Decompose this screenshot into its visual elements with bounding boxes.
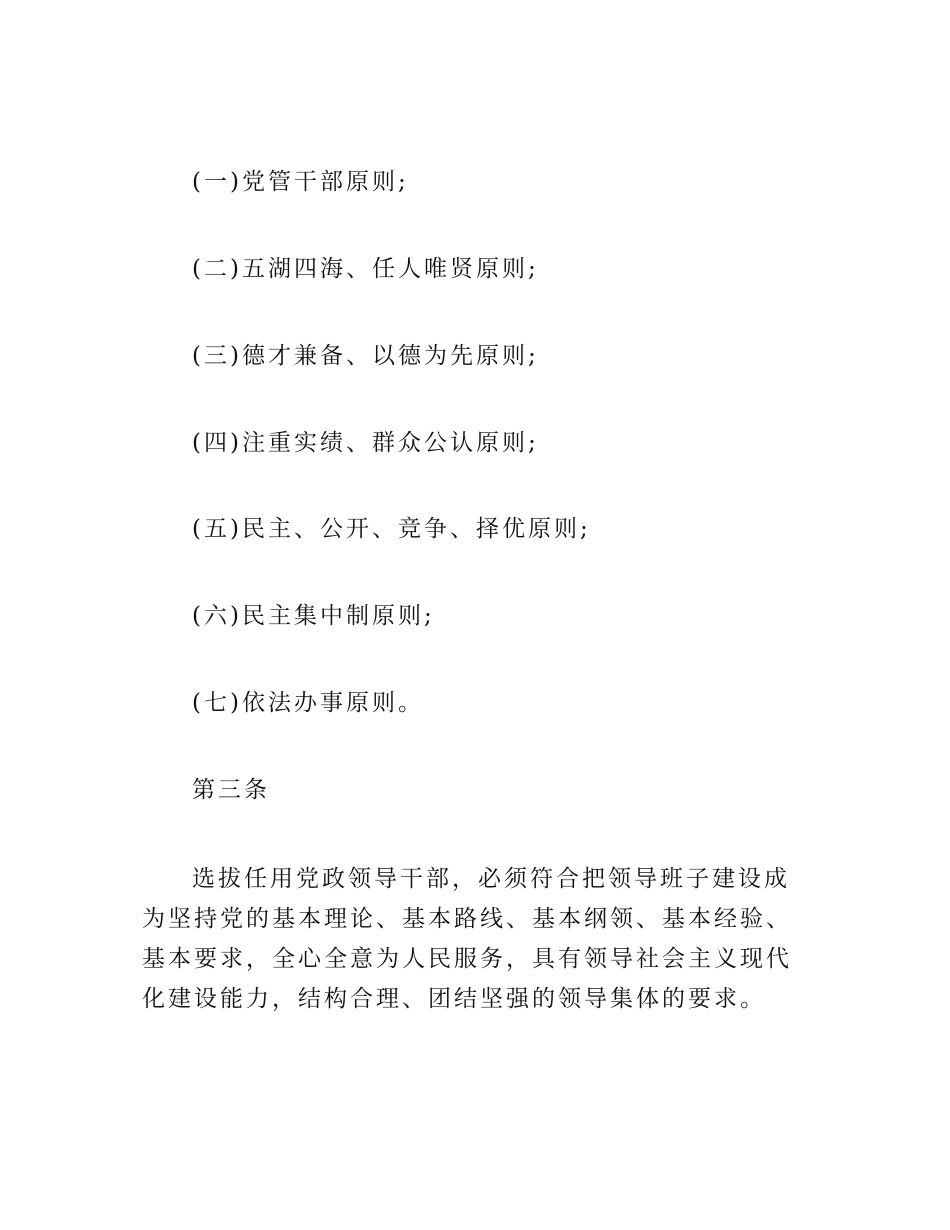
principle-item-6: (六)民主集中制原则; [192,603,435,629]
principle-item-5: (五)民主、公开、竞争、择优原则; [192,516,591,542]
principle-item-4: (四)注重实绩、群众公认原则; [192,430,539,456]
article-heading: 第三条 [192,777,270,803]
principle-item-2: (二)五湖四海、任人唯贤原则; [192,256,539,282]
principle-item-7: (七)依法办事原则。 [192,690,424,716]
principle-item-1: (一)党管干部原则; [192,169,409,195]
article-paragraph: 选拔任用党政领导干部，必须符合把领导班子建设成为坚持党的基本理论、基本路线、基本纲领、基本经验、基本要求，全心全意为人民服务，具有领导社会主义现代化建设能力，结构合理、团结坚强的领导集体的要求。 [142,866,792,1012]
principle-item-3: (三)德才兼备、以德为先原则; [192,343,539,369]
